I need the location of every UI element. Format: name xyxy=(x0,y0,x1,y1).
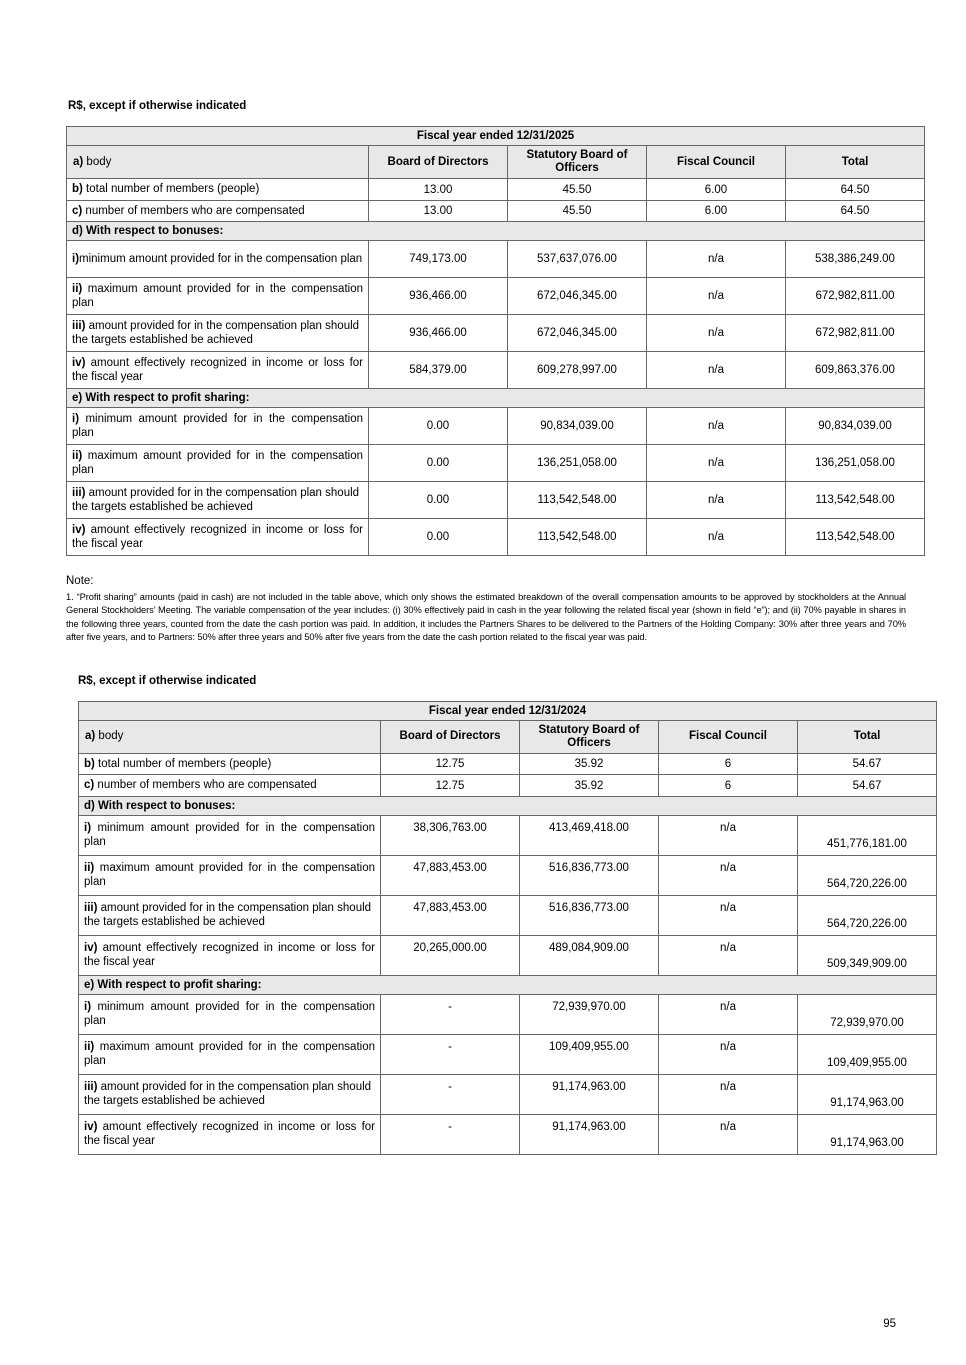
row-label-letter: ii) xyxy=(72,282,83,295)
table-row xyxy=(67,482,925,519)
cell-value: 38,306,763.00 xyxy=(381,815,520,855)
cell-value: n/a xyxy=(647,482,786,519)
row-label-letter: ii) xyxy=(72,449,83,462)
table-row xyxy=(67,315,925,352)
cell-value: 47,883,453.00 xyxy=(381,895,520,935)
cell-value: 672,046,345.00 xyxy=(508,278,647,315)
cell-value: 13.00 xyxy=(369,179,508,200)
table-header-row xyxy=(67,146,925,179)
table-row xyxy=(67,352,925,389)
cell-value: n/a xyxy=(659,815,798,855)
header-body-cell xyxy=(67,146,369,179)
row-label-text: amount provided for in the compensation plan should the targets established be achieved xyxy=(72,486,360,514)
table-row xyxy=(79,994,937,1034)
compensation-table-2025 xyxy=(66,126,925,556)
cell-value: 12.75 xyxy=(381,775,520,796)
table-row xyxy=(79,815,937,855)
cell-value: 413,469,418.00 xyxy=(520,815,659,855)
cell-value: 90,834,039.00 xyxy=(508,408,647,445)
cell-value: 0.00 xyxy=(369,408,508,445)
cell-value: n/a xyxy=(659,935,798,975)
row-label-letter: iii) xyxy=(72,319,86,332)
cell-value: 0.00 xyxy=(369,519,508,556)
row-label xyxy=(67,445,369,482)
cell-value: 90,834,039.00 xyxy=(786,408,925,445)
cell-value: n/a xyxy=(659,855,798,895)
section-label: d) With respect to bonuses: xyxy=(79,796,937,815)
cell-value: n/a xyxy=(647,445,786,482)
table-row xyxy=(79,895,937,935)
cell-value: 136,251,058.00 xyxy=(508,445,647,482)
row-label-text: minimum amount provided for in the compensation plan xyxy=(84,1000,375,1028)
cell-value: 113,542,548.00 xyxy=(786,519,925,556)
table-row xyxy=(67,519,925,556)
row-label xyxy=(67,408,369,445)
cell-value: - xyxy=(381,1034,520,1074)
cell-value: n/a xyxy=(659,895,798,935)
cell-value: 54.67 xyxy=(798,754,937,775)
cell-value: 609,278,997.00 xyxy=(508,352,647,389)
cell-value: 0.00 xyxy=(369,445,508,482)
row-label-text: amount effectively recognized in income or loss for the fiscal year xyxy=(84,1120,375,1148)
cell-value: 584,379.00 xyxy=(369,352,508,389)
row-label-letter: c) xyxy=(72,204,83,217)
table-title: Fiscal year ended 12/31/2025 xyxy=(67,127,925,146)
row-label xyxy=(79,1074,381,1114)
section-row-bonuses xyxy=(79,796,937,815)
row-label-text: total number of members (people) xyxy=(82,183,260,196)
header-body-letter: a) xyxy=(73,155,84,168)
table-row xyxy=(67,278,925,315)
cell-value: 47,883,453.00 xyxy=(381,855,520,895)
cell-value: n/a xyxy=(647,352,786,389)
cell-value: n/a xyxy=(647,241,786,278)
row-label-letter: iv) xyxy=(84,941,98,954)
row-label-text: maximum amount provided for in the compensation plan xyxy=(84,1040,375,1068)
row-label xyxy=(79,775,381,796)
table-row xyxy=(79,855,937,895)
table-row xyxy=(67,408,925,445)
row-label xyxy=(67,315,369,352)
row-label-text: minimum amount provided for in the compensation plan xyxy=(84,821,375,849)
row-label xyxy=(79,1114,381,1154)
row-label-text: amount provided for in the compensation plan should the targets established be achieved xyxy=(72,319,360,347)
cell-value: n/a xyxy=(659,1074,798,1114)
cell-value: 516,836,773.00 xyxy=(520,895,659,935)
row-label xyxy=(79,754,381,775)
row-label-text: maximum amount provided for in the compensation plan xyxy=(72,449,363,477)
row-label-text: amount effectively recognized in income or loss for the fiscal year xyxy=(72,523,363,551)
cell-value: - xyxy=(381,1114,520,1154)
table-row xyxy=(79,1034,937,1074)
row-label xyxy=(79,855,381,895)
cell-value: 936,466.00 xyxy=(369,315,508,352)
cell-value: 6 xyxy=(659,775,798,796)
row-label-text: minimum amount provided for in the compensation plan xyxy=(79,253,363,265)
table-title: Fiscal year ended 12/31/2024 xyxy=(79,701,937,720)
cell-value: n/a xyxy=(647,408,786,445)
section-row-bonuses xyxy=(67,222,925,241)
cell-value: 609,863,376.00 xyxy=(786,352,925,389)
compensation-table-2024 xyxy=(78,701,937,1155)
cell-value: 109,409,955.00 xyxy=(798,1034,937,1074)
header-statutory-board-of-officers: Statutory Board of Officers xyxy=(508,146,647,179)
table-row xyxy=(67,241,925,278)
row-label-letter: ii) xyxy=(84,1040,95,1053)
row-label xyxy=(67,482,369,519)
row-label-letter: c) xyxy=(84,779,95,792)
cell-value: 64.50 xyxy=(786,179,925,200)
cell-value: 109,409,955.00 xyxy=(520,1034,659,1074)
row-label-text: number of members who are compensated xyxy=(82,204,305,217)
cell-value: 6.00 xyxy=(647,179,786,200)
cell-value: n/a xyxy=(647,315,786,352)
cell-value: 72,939,970.00 xyxy=(520,994,659,1034)
cell-value: 564,720,226.00 xyxy=(798,895,937,935)
section-label: d) With respect to bonuses: xyxy=(67,222,925,241)
cell-value: 45.50 xyxy=(508,179,647,200)
row-label-text: amount effectively recognized in income or loss for the fiscal year xyxy=(84,941,375,969)
cell-value: 12.75 xyxy=(381,754,520,775)
cell-value: 13.00 xyxy=(369,200,508,221)
cell-value: 45.50 xyxy=(508,200,647,221)
header-total: Total xyxy=(798,720,937,753)
section-label: e) With respect to profit sharing: xyxy=(67,389,925,408)
row-label xyxy=(67,352,369,389)
row-label-letter: iii) xyxy=(72,486,86,499)
cell-value: 113,542,548.00 xyxy=(508,482,647,519)
cell-value: 136,251,058.00 xyxy=(786,445,925,482)
cell-value: 6.00 xyxy=(647,200,786,221)
table-row xyxy=(79,1114,937,1154)
row-label-text: minimum amount provided for in the compensation plan xyxy=(72,412,363,440)
row-label xyxy=(79,1034,381,1074)
table-row xyxy=(67,179,925,200)
section-row-profit-sharing xyxy=(67,389,925,408)
header-fiscal-council: Fiscal Council xyxy=(647,146,786,179)
section-label: e) With respect to profit sharing: xyxy=(79,975,937,994)
header-body-cell xyxy=(79,720,381,753)
row-label xyxy=(67,278,369,315)
table-row xyxy=(67,445,925,482)
table-title-row xyxy=(79,701,937,720)
table-row xyxy=(67,200,925,221)
row-label-letter: i) xyxy=(72,253,80,265)
row-label-letter: iv) xyxy=(72,523,86,536)
cell-value: 509,349,909.00 xyxy=(798,935,937,975)
cell-value: 35.92 xyxy=(520,775,659,796)
cell-value: 538,386,249.00 xyxy=(786,241,925,278)
row-label xyxy=(79,935,381,975)
cell-value: 35.92 xyxy=(520,754,659,775)
cell-value: - xyxy=(381,1074,520,1114)
table-row xyxy=(79,935,937,975)
row-label-letter: iv) xyxy=(84,1120,98,1133)
cell-value: - xyxy=(381,994,520,1034)
cell-value: 113,542,548.00 xyxy=(786,482,925,519)
row-label xyxy=(67,519,369,556)
header-total: Total xyxy=(786,146,925,179)
header-body-letter: a) xyxy=(85,730,96,743)
row-label-letter: i) xyxy=(84,821,92,834)
row-label-text: maximum amount provided for in the compensation plan xyxy=(84,861,375,889)
cell-value: n/a xyxy=(659,1034,798,1074)
cell-value: n/a xyxy=(659,1114,798,1154)
cell-value: 91,174,963.00 xyxy=(520,1114,659,1154)
cell-value: 0.00 xyxy=(369,482,508,519)
table-caption-2024: R$, except if otherwise indicated xyxy=(78,674,257,687)
table-row xyxy=(79,754,937,775)
cell-value: 54.67 xyxy=(798,775,937,796)
row-label-text: total number of members (people) xyxy=(94,758,272,771)
cell-value: 113,542,548.00 xyxy=(508,519,647,556)
header-fiscal-council: Fiscal Council xyxy=(659,720,798,753)
table-title-row xyxy=(67,127,925,146)
row-label-letter: ii) xyxy=(84,861,95,874)
row-label-letter: iii) xyxy=(84,901,98,914)
header-board-of-directors: Board of Directors xyxy=(369,146,508,179)
table-row xyxy=(79,775,937,796)
cell-value: 749,173.00 xyxy=(369,241,508,278)
header-body-text: body xyxy=(95,730,124,743)
cell-value: 72,939,970.00 xyxy=(798,994,937,1034)
cell-value: 91,174,963.00 xyxy=(798,1114,937,1154)
row-label-text: number of members who are compensated xyxy=(94,779,317,792)
table-caption-2025: R$, except if otherwise indicated xyxy=(68,100,247,112)
row-label-text: amount effectively recognized in income or loss for the fiscal year xyxy=(72,356,363,384)
row-label-letter: i) xyxy=(84,1000,92,1013)
page-number: 95 xyxy=(883,1318,896,1330)
cell-value: 91,174,963.00 xyxy=(798,1074,937,1114)
cell-value: 451,776,181.00 xyxy=(798,815,937,855)
note-block xyxy=(66,574,906,644)
section-spacer xyxy=(66,645,906,675)
cell-value: 672,046,345.00 xyxy=(508,315,647,352)
table-header-row xyxy=(79,720,937,753)
row-label xyxy=(67,200,369,221)
cell-value: n/a xyxy=(647,519,786,556)
section-row-profit-sharing xyxy=(79,975,937,994)
cell-value: 936,466.00 xyxy=(369,278,508,315)
row-label-text: maximum amount provided for in the compensation plan xyxy=(72,282,363,310)
row-label-letter: iii) xyxy=(84,1080,98,1093)
note-text: 1. “Profit sharing” amounts (paid in cash) are not included in the table above, which only shows the estimated breakdown of the overall compensation amounts to be approved by stockholders at the Annual General Stockholders’ Meeting. The variable compensation of the year includes: (i) 30% effectively paid in cash in the year following the related fiscal year (shown in field “e”); and (ii) 70% payable in shares in the following three years, counted from the date the cash portion was paid. In addition, it includes the Partners Shares to be delivered to the Partners of the Holding Company: 30% after three years and 70% after five years, and to Partners: 50% after three years and 50% after five years from the date the cash portion related to the fiscal year was paid. xyxy=(66,591,906,643)
row-label xyxy=(67,179,369,200)
cell-value: 672,982,811.00 xyxy=(786,278,925,315)
header-board-of-directors: Board of Directors xyxy=(381,720,520,753)
table-row xyxy=(79,1074,937,1114)
cell-value: 64.50 xyxy=(786,200,925,221)
row-label xyxy=(67,241,369,278)
cell-value: 516,836,773.00 xyxy=(520,855,659,895)
cell-value: 20,265,000.00 xyxy=(381,935,520,975)
row-label-letter: b) xyxy=(72,183,83,196)
cell-value: 91,174,963.00 xyxy=(520,1074,659,1114)
row-label xyxy=(79,895,381,935)
row-label xyxy=(79,994,381,1034)
note-title: Note: xyxy=(66,575,94,588)
cell-value: 489,084,909.00 xyxy=(520,935,659,975)
cell-value: 564,720,226.00 xyxy=(798,855,937,895)
row-label-letter: i) xyxy=(72,412,80,425)
cell-value: n/a xyxy=(647,278,786,315)
row-label-letter: iv) xyxy=(72,356,86,369)
row-label-letter: b) xyxy=(84,758,95,771)
row-label-text: amount provided for in the compensation plan should the targets established be achieved xyxy=(84,1080,372,1108)
row-label-text: amount provided for in the compensation plan should the targets established be achieved xyxy=(84,901,372,929)
row-label xyxy=(79,815,381,855)
cell-value: 6 xyxy=(659,754,798,775)
header-body-text: body xyxy=(83,155,112,168)
header-statutory-board-of-officers: Statutory Board of Officers xyxy=(520,720,659,753)
cell-value: 537,637,076.00 xyxy=(508,241,647,278)
cell-value: n/a xyxy=(659,994,798,1034)
cell-value: 672,982,811.00 xyxy=(786,315,925,352)
